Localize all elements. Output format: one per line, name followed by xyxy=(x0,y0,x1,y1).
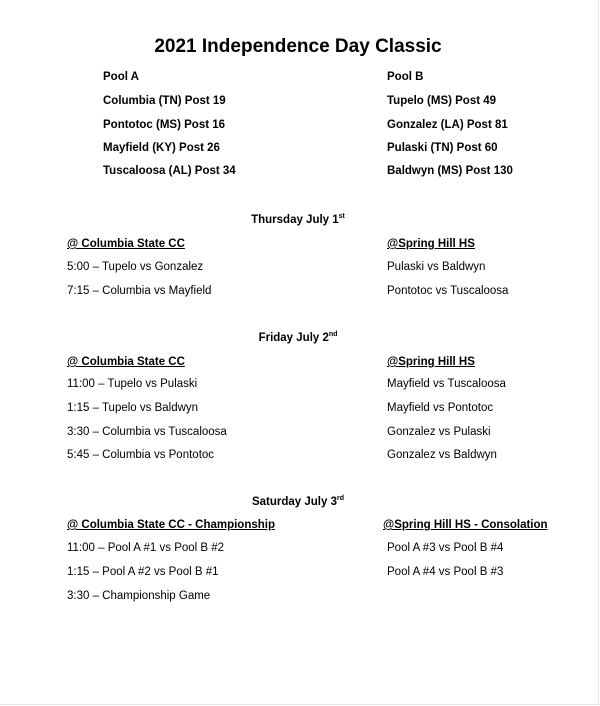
pool-b-team: Pulaski (TN) Post 60 xyxy=(387,142,498,154)
game-item: 11:00 – Pool A #1 vs Pool B #2 xyxy=(67,542,225,554)
game-item: 3:30 – Championship Game xyxy=(67,590,211,602)
game-item: 5:45 – Columbia vs Pontotoc xyxy=(67,449,215,461)
pool-a-heading: Pool A xyxy=(103,71,139,83)
game-item: Mayfield vs Pontotoc xyxy=(387,402,494,414)
day-heading xyxy=(0,332,596,344)
day-heading xyxy=(0,214,596,226)
pool-a-team: Pontotoc (MS) Post 16 xyxy=(103,119,226,131)
pool-b-team: Baldwyn (MS) Post 130 xyxy=(387,165,513,177)
day-label: Friday July 2 xyxy=(258,332,329,344)
venue-left-heading: @ Columbia State CC - Championship xyxy=(67,519,275,531)
pool-b-team: Gonzalez (LA) Post 81 xyxy=(387,119,508,131)
venue-left-heading: @ Columbia State CC xyxy=(67,356,185,368)
pool-a-team: Tuscaloosa (AL) Post 34 xyxy=(103,165,236,177)
game-item: 1:15 – Pool A #2 vs Pool B #1 xyxy=(67,566,219,578)
game-item: Pool A #4 vs Pool B #3 xyxy=(387,566,504,578)
document-title: 2021 Independence Day Classic xyxy=(154,36,442,57)
pool-a-team: Columbia (TN) Post 19 xyxy=(103,95,226,107)
game-item: 5:00 – Tupelo vs Gonzalez xyxy=(67,261,204,273)
game-item: Gonzalez vs Pulaski xyxy=(387,426,491,438)
game-item: Mayfield vs Tuscaloosa xyxy=(387,378,506,390)
game-item: Pool A #3 vs Pool B #4 xyxy=(387,542,504,554)
pool-b-team: Tupelo (MS) Post 49 xyxy=(387,95,497,107)
day-heading xyxy=(0,496,596,508)
game-item: Gonzalez vs Baldwyn xyxy=(387,449,497,461)
game-item: 11:00 – Tupelo vs Pulaski xyxy=(67,378,198,390)
pool-a-team: Mayfield (KY) Post 26 xyxy=(103,142,220,154)
pool-b-heading: Pool B xyxy=(387,71,424,83)
venue-right-heading: @Spring Hill HS xyxy=(387,356,475,368)
day-ordinal: rd xyxy=(337,495,344,503)
day-label: Thursday July 1 xyxy=(251,214,339,226)
game-item: 7:15 – Columbia vs Mayfield xyxy=(67,285,212,297)
venue-left-heading: @ Columbia State CC xyxy=(67,238,185,250)
day-label: Saturday July 3 xyxy=(251,496,337,508)
day-ordinal: st xyxy=(338,213,345,221)
venue-right-heading: @Spring Hill HS - Consolation xyxy=(383,519,548,531)
game-item: Pulaski vs Baldwyn xyxy=(387,261,486,273)
venue-right-heading: @Spring Hill HS xyxy=(387,238,475,250)
game-item: Pontotoc vs Tuscaloosa xyxy=(387,285,509,297)
game-item: 3:30 – Columbia vs Tuscaloosa xyxy=(67,426,227,438)
game-item: 1:15 – Tupelo vs Baldwyn xyxy=(67,402,199,414)
day-ordinal: nd xyxy=(328,331,338,339)
